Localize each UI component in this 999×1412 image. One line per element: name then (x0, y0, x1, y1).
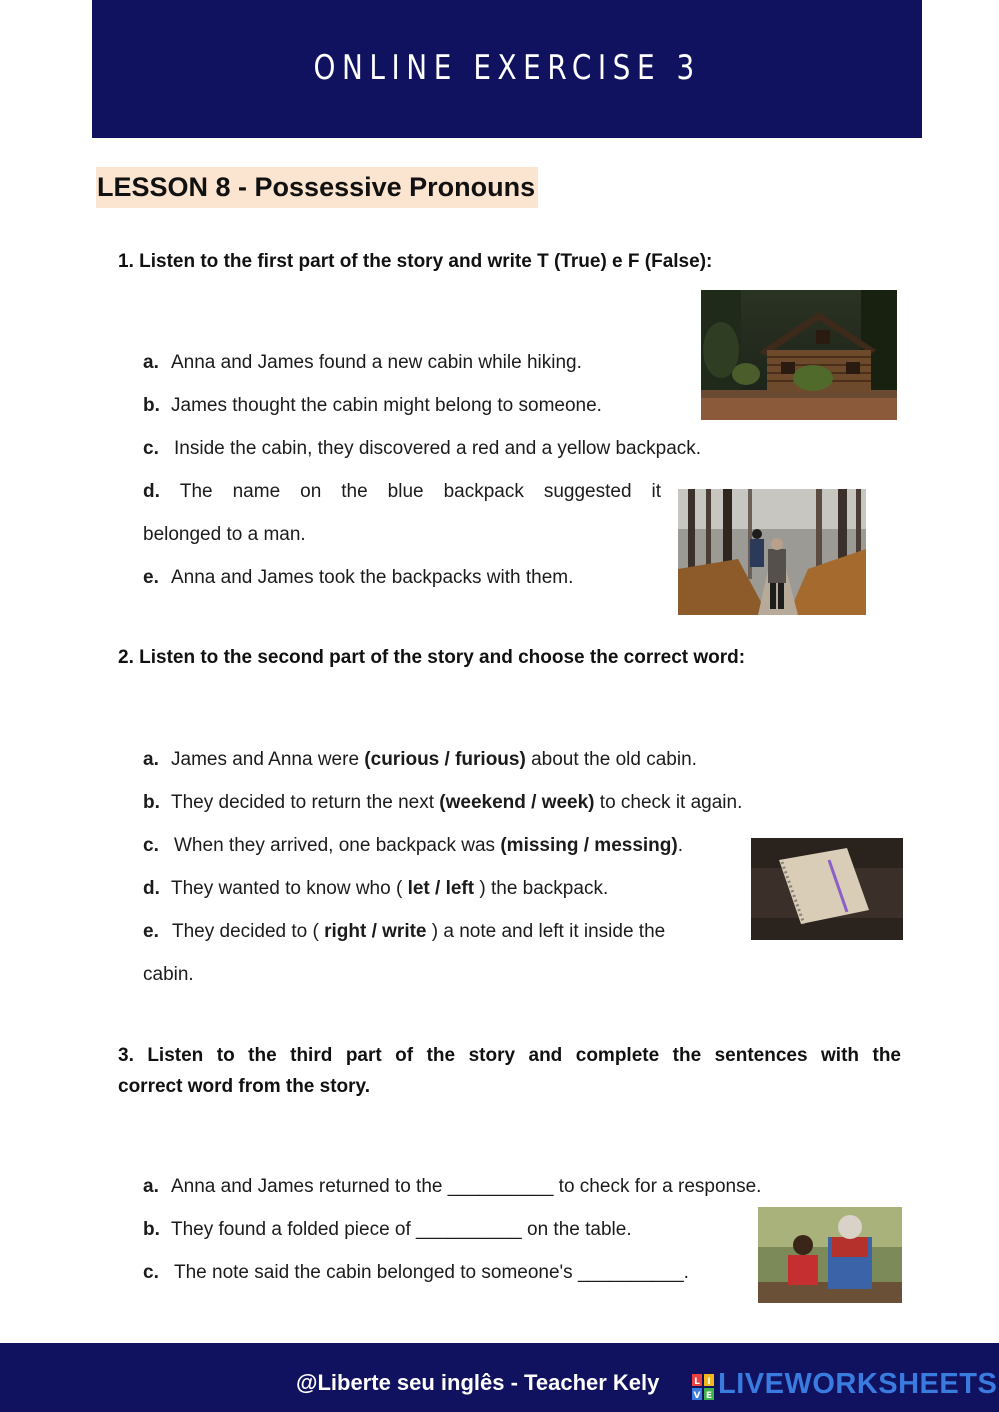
svg-text:L: L (694, 1377, 700, 1387)
liveworksheets-logo-icon (692, 1374, 714, 1405)
page-title: ONLINE EXERCISE 3 (313, 48, 701, 88)
q1-item-c: c. Inside the cabin, they discovered a red and a yellow backpack. (143, 438, 702, 459)
cabin-photo (701, 290, 897, 420)
fishing-photo (758, 1207, 902, 1303)
q3-item-b: b. They found a folded piece of __________ on the table. (143, 1219, 632, 1240)
notebook-photo (751, 838, 903, 940)
hikers-photo (678, 489, 866, 615)
q2-item-d: d. They wanted to know who ( let / left ) the backpack. (143, 878, 609, 899)
q3-item-a: a. Anna and James returned to the __________ to check for a response. (143, 1176, 762, 1197)
svg-text:E: E (705, 1391, 713, 1400)
header-banner (92, 0, 922, 138)
question-3-heading: 3. Listen to the third part of the story and complete the sentences with the correct word from the story. (118, 1045, 901, 1097)
q2-item-b: b. They decided to return the next (weekend / week) to check it again. (143, 792, 743, 813)
q1-item-e: e. Anna and James took the backpacks with them. (143, 567, 574, 588)
svg-text:I: I (707, 1377, 711, 1387)
q1-item-d-line: d. The name on the blue backpack suggested it (143, 481, 661, 502)
q1-item-a: a. Anna and James found a new cabin while hiking. (143, 352, 582, 373)
q1-item-d-continued: belonged to a man. (143, 524, 306, 545)
svg-text:V: V (693, 1391, 701, 1400)
footer-credit: @Liberte seu inglês - Teacher Kely (296, 1370, 660, 1395)
q2-item-c: c. When they arrived, one backpack was (missing / messing). (143, 835, 683, 856)
lesson-title: LESSON 8 - Possessive Pronouns (96, 167, 538, 208)
q2-item-e-continued: cabin. (143, 964, 194, 985)
liveworksheets-brand[interactable]: LIVEWORKSHEETS (718, 1368, 998, 1400)
question-1-heading: 1. Listen to the first part of the story and write T (True) e F (False): (118, 251, 713, 272)
question-2-heading: 2. Listen to the second part of the story and choose the correct word: (118, 647, 746, 668)
q3-item-c: c. The note said the cabin belonged to someone's __________. (143, 1262, 689, 1283)
q2-item-e: e. They decided to ( right / write ) a note and left it inside the (143, 921, 666, 942)
q1-item-b: b. James thought the cabin might belong to someone. (143, 395, 602, 416)
q1-item-d (143, 481, 661, 503)
q2-item-a: a. James and Anna were (curious / furious) about the old cabin. (143, 749, 697, 770)
